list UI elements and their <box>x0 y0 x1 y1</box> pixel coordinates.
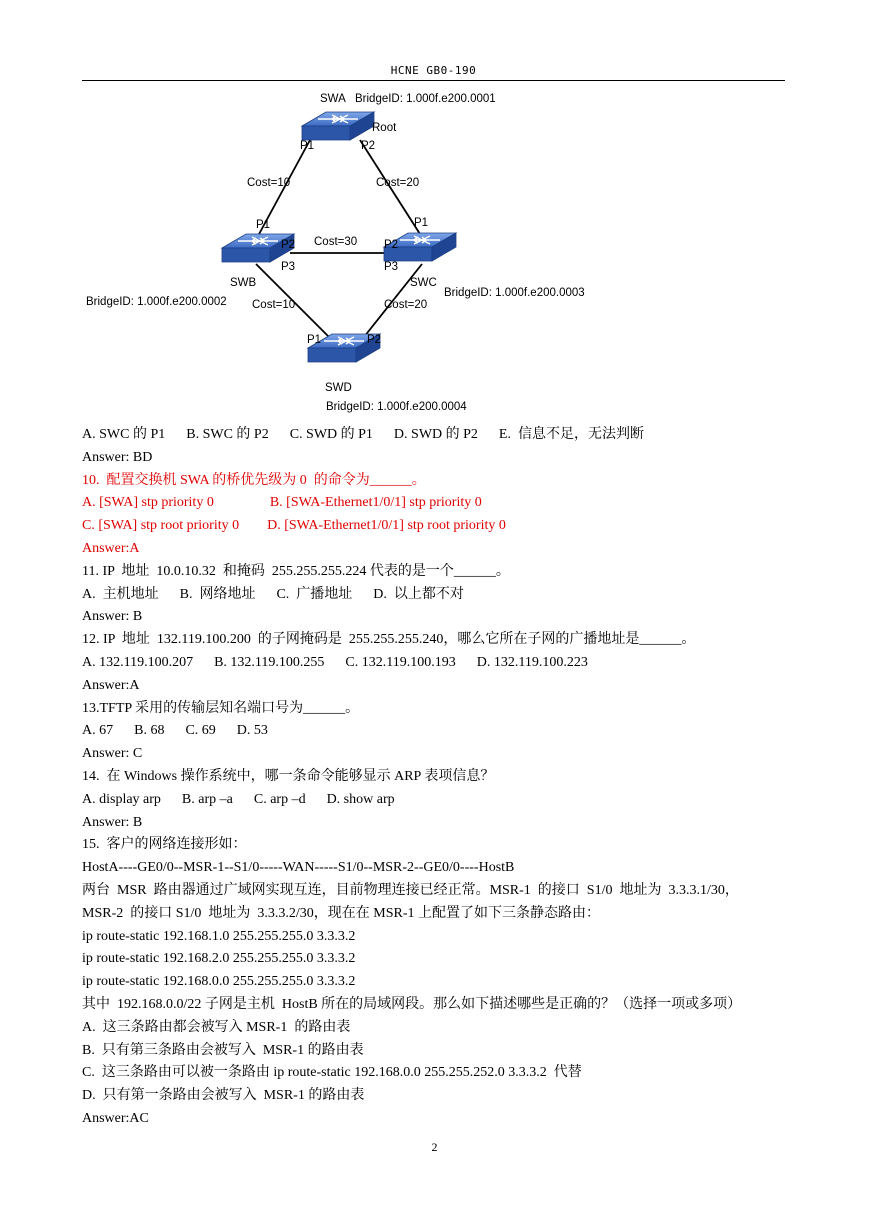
text-line: C. [SWA] stp root priority 0 D. [SWA-Ethernet1/0/1] stp root priority 0 <box>82 518 506 534</box>
swb-port-p3: P3 <box>281 261 296 273</box>
text-line: Answer:AC <box>82 1110 149 1126</box>
text-line: Answer: BD <box>82 449 153 465</box>
cost-swb-swd: Cost=10 <box>252 299 296 311</box>
swb-port-p2: P2 <box>281 239 296 251</box>
text-line: ip route-static 192.168.2.0 255.255.255.0 3.3.3.2 <box>82 951 356 967</box>
text-line: 其中 192.168.0.0/22 子网是主机 HostB 所在的局域网段。那么如下描述哪些是正确的？（选择一项或多项） <box>82 996 742 1012</box>
text-line: HostA----GE0/0--MSR-1--S1/0-----WAN-----S1/0--MSR-2--GE0/0----HostB <box>82 860 515 876</box>
text-line: 15. 客户的网络连接形如： <box>82 837 247 853</box>
text-line: Answer:A <box>82 677 140 693</box>
text-line: D. 只有第一条路由会被写入 MSR-1 的路由表 <box>82 1088 365 1104</box>
header-rule <box>82 80 785 81</box>
text-line: 两台 MSR 路由器通过广域网实现互连，目前物理连接已经正常。MSR-1 的接口 S1/0 地址为 3.3.3.1/30， <box>82 882 739 898</box>
text-line: 10. 配置交换机 SWA 的桥优先级为 0 的命令为______。 <box>82 472 426 488</box>
text-line: A. 132.119.100.207 B. 132.119.100.255 C. 132.119.100.193 D. 132.119.100.223 <box>82 654 588 670</box>
text-line: A. 主机地址 B. 网络地址 C. 广播地址 D. 以上都不对 <box>82 586 464 602</box>
swa-port-p1: P1 <box>300 140 315 152</box>
text-line: A. [SWA] stp priority 0 B. [SWA-Ethernet1/0/1] stp priority 0 <box>82 495 482 511</box>
text-line: ip route-static 192.168.1.0 255.255.255.0 3.3.3.2 <box>82 928 356 944</box>
swd-bridge-id: BridgeID: 1.000f.e200.0004 <box>326 401 467 413</box>
cost-swb-swc: Cost=30 <box>314 236 358 248</box>
text-line: C. 这三条路由可以被一条路由 ip route-static 192.168.0.0 255.255.252.0 3.3.3.2 代替 <box>82 1065 582 1081</box>
text-line: Answer: B <box>82 814 143 830</box>
text-line: A. 67 B. 68 C. 69 D. 53 <box>82 723 268 739</box>
swd-port-p2: P2 <box>367 334 382 346</box>
swb-bridge-id: BridgeID: 1.000f.e200.0002 <box>86 296 227 308</box>
swa-port-p2: P2 <box>361 140 376 152</box>
text-line: B. 只有第三条路由会被写入 MSR-1 的路由表 <box>82 1042 364 1058</box>
swc-port-p3: P3 <box>384 261 399 273</box>
swd-label: SWD <box>325 382 352 394</box>
text-line: A. display arp B. arp –a C. arp –d D. show arp <box>82 791 395 807</box>
text-line: 14. 在 Windows 操作系统中，哪一条命令能够显示 ARP 表项信息？ <box>82 768 495 784</box>
swa-role: Root <box>372 122 397 134</box>
text-line: Answer: B <box>82 609 143 625</box>
cost-swa-swc: Cost=20 <box>376 177 420 189</box>
swa-label: SWA <box>320 93 346 105</box>
text-line: MSR-2 的接口 S1/0 地址为 3.3.3.2/30，现在在 MSR-1 上配置了如下三条静态路由： <box>82 905 601 921</box>
question-text <box>82 424 792 1131</box>
swc-bridge-id: BridgeID: 1.000f.e200.0003 <box>444 287 585 299</box>
cost-swc-swd: Cost=20 <box>384 299 428 311</box>
swa-bridge-id: BridgeID: 1.000f.e200.0001 <box>355 93 496 105</box>
text-line: 12. IP 地址 132.119.100.200 的子网掩码是 255.255.255.240，哪么它所在子网的广播地址是______。 <box>82 632 696 648</box>
text-line: Answer: C <box>82 746 143 762</box>
swb-label: SWB <box>230 277 257 289</box>
page-header: HCNE GB0-190 <box>390 64 477 77</box>
text-line: A. 这三条路由都会被写入 MSR-1 的路由表 <box>82 1019 351 1035</box>
swc-label: SWC <box>410 277 437 289</box>
text-line: 13.TFTP 采用的传输层知名端口号为______。 <box>82 700 360 716</box>
text-line: Answer:A <box>82 540 140 556</box>
swd-port-p1: P1 <box>307 334 322 346</box>
page-number: 2 <box>431 1140 438 1154</box>
swb-port-p1: P1 <box>256 219 271 231</box>
switch-swa-icon <box>302 112 374 140</box>
stp-topology-diagram <box>80 88 620 418</box>
text-line: A. SWC 的 P1 B. SWC 的 P2 C. SWD 的 P1 D. SWD 的 P2 E. 信息不足，无法判断 <box>82 427 644 442</box>
swc-port-p2: P2 <box>384 239 399 251</box>
cost-swa-swb: Cost=10 <box>247 177 291 189</box>
text-line: 11. IP 地址 10.0.10.32 和掩码 255.255.255.224 代表的是一个______。 <box>82 563 510 579</box>
text-line: ip route-static 192.168.0.0 255.255.255.0 3.3.3.2 <box>82 974 356 990</box>
swc-port-p1: P1 <box>414 217 429 229</box>
